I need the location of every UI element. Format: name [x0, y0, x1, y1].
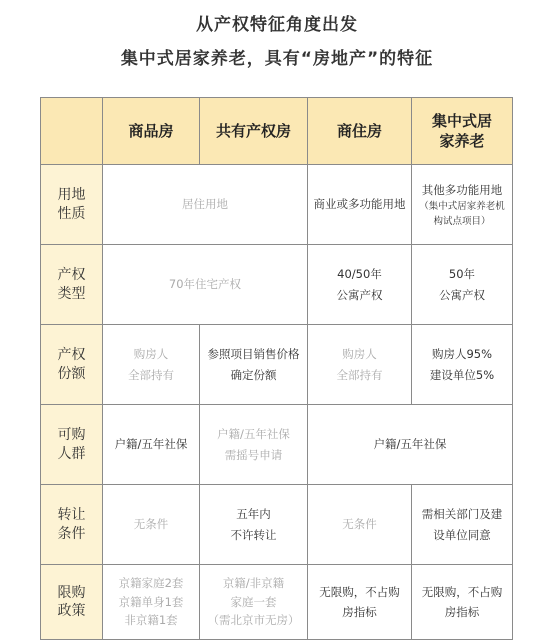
- cell-share-elderly: [412, 325, 513, 405]
- cell-buyers-shared-ownership: [200, 405, 308, 485]
- cell-text: 其他多功能用地: [421, 183, 503, 198]
- row-label-part: 性质: [57, 205, 86, 222]
- cell-transfer-commercial-housing: [103, 485, 200, 565]
- row-label-part: 条件: [57, 525, 86, 542]
- header-corner-cell: [41, 98, 103, 165]
- cell-text: 50年: [448, 267, 476, 282]
- cell-text: 公寓产权: [336, 287, 383, 302]
- row-label-part: 政策: [57, 603, 86, 619]
- cell-buyers-commercial-elderly: [308, 405, 513, 485]
- cell-share-commercial-residential: [308, 325, 412, 405]
- title-line-1: 从产权特征角度出发: [196, 15, 358, 35]
- cell-text: 京籍家庭2套: [118, 576, 184, 591]
- row-label-ownership-share: [41, 325, 103, 405]
- table-header-row: [41, 98, 513, 165]
- cell-text: 公寓产权: [439, 287, 485, 302]
- row-label-part: 类型: [57, 285, 86, 302]
- cell-restriction-shared-ownership: [200, 565, 308, 640]
- cell-text: 购房人95%: [431, 347, 493, 362]
- cell-text: 户籍/五年社保: [114, 437, 188, 452]
- cell-text: 户籍/五年社保: [373, 437, 447, 452]
- row-label-part: 产权: [57, 267, 86, 284]
- cell-transfer-shared-ownership: [200, 485, 308, 565]
- cell-text: 70年住宅产权: [168, 277, 242, 292]
- cell-transfer-commercial-residential: [308, 485, 412, 565]
- cell-text: 需摇号申请: [224, 447, 283, 462]
- cell-text: 居住用地: [182, 197, 228, 212]
- title-line-2: 集中式居家养老，具有“房地产”的特征: [120, 49, 434, 69]
- cell-text: 房指标: [342, 605, 377, 619]
- cell-text: 全部持有: [336, 367, 383, 382]
- cell-property-type-70: [103, 245, 308, 325]
- cell-note: 构试点项目）: [433, 215, 491, 227]
- cell-text: 无条件: [342, 517, 377, 532]
- header-commercial-housing: 商品房: [103, 98, 200, 165]
- cell-text: 购房人: [133, 347, 169, 362]
- cell-text: 需相关部门及建: [421, 507, 503, 522]
- cell-text: 家庭一套: [230, 594, 277, 609]
- table-row: [41, 565, 513, 640]
- cell-land-use-commercial: [308, 165, 412, 245]
- cell-restriction-commercial-residential: [308, 565, 412, 640]
- cell-text: 五年内: [236, 507, 271, 522]
- table-row: [41, 325, 513, 405]
- cell-text: 无限购，不占购: [421, 584, 503, 599]
- header-shared-ownership: 共有产权房: [200, 98, 308, 165]
- cell-text: 购房人: [342, 347, 377, 362]
- cell-note: （集中式居家养老机: [419, 201, 505, 213]
- cell-land-use-residential: [103, 165, 308, 245]
- row-label-transfer-conditions: [41, 485, 103, 565]
- cell-text: 商业或多功能用地: [313, 197, 406, 212]
- cell-text: 全部持有: [128, 367, 174, 382]
- cell-text: 确定份额: [230, 367, 277, 382]
- cell-land-use-elderly: [412, 165, 513, 245]
- header-commercial-residential: 商住房: [308, 98, 412, 165]
- cell-transfer-elderly: [412, 485, 513, 565]
- header-home-elderly-care-text: 集中式居家养老: [431, 111, 492, 150]
- cell-property-type-elderly: [412, 245, 513, 325]
- row-label-property-type: [41, 245, 103, 325]
- cell-text: 不许转让: [230, 527, 277, 542]
- cell-text: 设单位同意: [433, 527, 491, 542]
- table-row: [41, 165, 513, 245]
- cell-text: 无限购，不占购: [319, 584, 400, 599]
- table-row: [41, 485, 513, 565]
- row-label-purchase-restriction: [41, 565, 103, 640]
- cell-restriction-commercial-housing: [103, 565, 200, 640]
- cell-share-shared-ownership: [200, 325, 308, 405]
- cell-text: 无条件: [133, 517, 169, 532]
- row-label-part: 用地: [57, 187, 86, 204]
- cell-property-type-commercial: [308, 245, 412, 325]
- row-label-part: 可购: [57, 427, 86, 444]
- cell-restriction-elderly: [412, 565, 513, 640]
- cell-text: 房指标: [444, 605, 480, 619]
- table-row: [41, 405, 513, 485]
- row-label-part: 限购: [57, 584, 86, 601]
- cell-text: 户籍/五年社保: [217, 427, 290, 442]
- row-label-part: 人群: [57, 445, 86, 462]
- row-label-part: 转让: [57, 507, 86, 524]
- cell-text: 40/50年: [337, 267, 382, 282]
- cell-text: 京籍/非京籍: [222, 576, 285, 591]
- cell-text: 非京籍1套: [124, 613, 178, 628]
- cell-buyers-commercial-housing: [103, 405, 200, 485]
- row-label-eligible-buyers: [41, 405, 103, 485]
- cell-text: 参照项目销售价格: [207, 347, 300, 362]
- row-label-part: 份额: [57, 365, 86, 382]
- cell-share-commercial-housing: [103, 325, 200, 405]
- cell-text: 建设单位5%: [429, 367, 495, 382]
- comparison-table: [40, 97, 513, 640]
- table-row: [41, 245, 513, 325]
- header-home-elderly-care: [412, 98, 513, 165]
- cell-text: （需北京市无房）: [207, 613, 300, 628]
- row-label-land-use: [41, 165, 103, 245]
- row-label-part: 产权: [57, 347, 86, 364]
- cell-text: 京籍单身1套: [118, 594, 184, 609]
